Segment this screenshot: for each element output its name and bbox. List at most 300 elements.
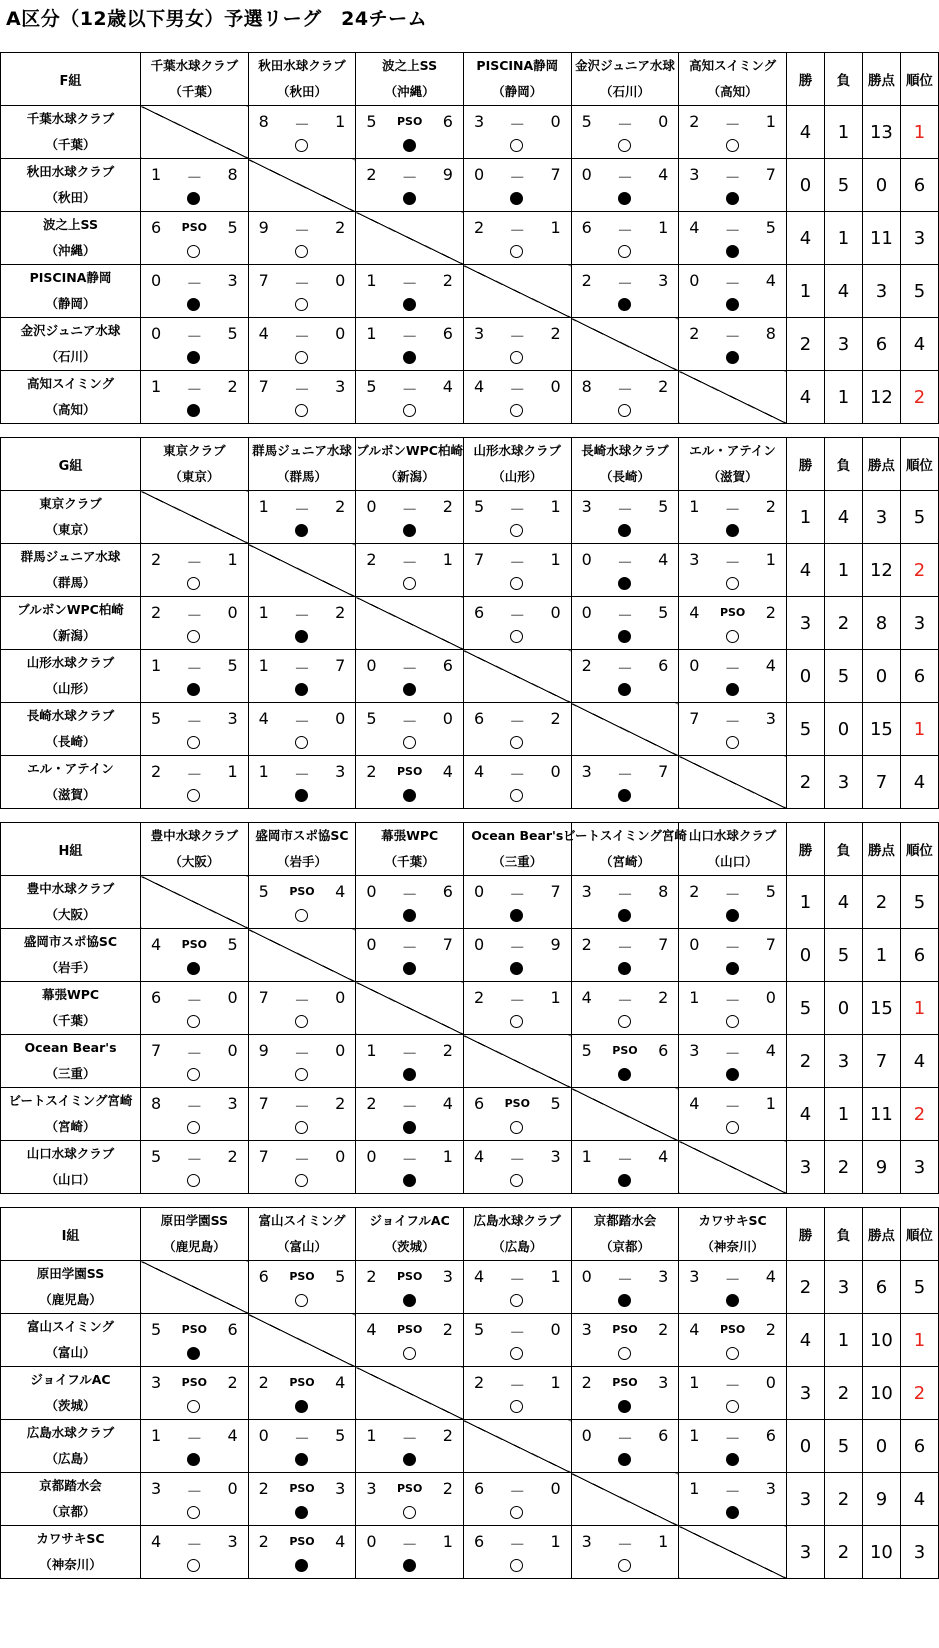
self-match-cell — [141, 106, 249, 159]
loss-mark-icon — [726, 245, 739, 258]
pso-label: PSO — [396, 1323, 423, 1336]
rank-header: 順位 — [900, 53, 938, 106]
score-dash: － — [509, 991, 526, 1010]
score-home: 3 — [366, 1479, 377, 1498]
pso-label: PSO — [396, 1482, 423, 1495]
match-result — [463, 159, 571, 212]
win-count: 5 — [786, 703, 824, 756]
loss-count: 2 — [824, 1141, 862, 1194]
opponent-header — [356, 53, 464, 106]
team-name: カワサキSC — [698, 1213, 767, 1228]
points-value: 12 — [862, 371, 900, 424]
score-home: 4 — [581, 988, 592, 1007]
win-count: 0 — [786, 1420, 824, 1473]
score-home: 7 — [258, 1147, 269, 1166]
score-away: 7 — [335, 656, 346, 675]
score-dash: － — [293, 380, 310, 399]
win-mark-icon — [510, 736, 523, 749]
team-name: Ocean Bear's — [24, 1040, 117, 1055]
self-match-cell — [571, 1473, 679, 1526]
score-dash: － — [724, 1097, 741, 1116]
team-prefecture: （茨城） — [384, 1239, 435, 1254]
score-away: 0 — [550, 377, 561, 396]
match-result — [571, 1420, 679, 1473]
score-away: 5 — [658, 603, 669, 622]
opponent-header — [141, 823, 249, 876]
win-mark-icon — [295, 736, 308, 749]
loss-mark-icon — [726, 351, 739, 364]
loss-mark-icon — [403, 1174, 416, 1187]
score-away: 7 — [658, 935, 669, 954]
win-mark-icon — [187, 1506, 200, 1519]
team-prefecture: （静岡） — [492, 84, 543, 99]
score-home: 6 — [473, 603, 485, 622]
match-result — [141, 1526, 249, 1579]
score-away: 4 — [442, 1094, 453, 1113]
self-match-cell — [463, 1035, 571, 1088]
score-dash: － — [293, 1044, 310, 1063]
points-value: 7 — [862, 1035, 900, 1088]
win-mark-icon — [726, 1015, 739, 1028]
match-result — [571, 1526, 679, 1579]
match-result — [248, 597, 356, 650]
match-result — [463, 1367, 571, 1420]
loss-count: 0 — [824, 703, 862, 756]
score-home: 4 — [473, 762, 485, 781]
rank-value: 2 — [900, 1088, 938, 1141]
score-away: 0 — [335, 988, 346, 1007]
team-prefecture: （京都） — [599, 1239, 650, 1254]
match-result — [463, 1526, 571, 1579]
win-mark-icon — [726, 736, 739, 749]
team-prefecture: （高知） — [45, 402, 96, 417]
score-away: 6 — [442, 324, 453, 343]
score-dash: － — [401, 1429, 418, 1448]
score-home: 1 — [258, 656, 269, 675]
score-home: 0 — [689, 935, 700, 954]
score-home: 6 — [473, 709, 485, 728]
score-home: 4 — [473, 1147, 485, 1166]
score-home: 2 — [258, 1532, 269, 1551]
score-home: 3 — [581, 882, 592, 901]
loss-mark-icon — [403, 909, 416, 922]
team-label — [1, 212, 141, 265]
group-table — [0, 52, 939, 424]
score-home: 4 — [366, 1320, 377, 1339]
score-home: 0 — [581, 1426, 592, 1445]
score-away: 1 — [227, 550, 238, 569]
score-dash: － — [186, 606, 203, 625]
team-name: ジョイフルAC — [30, 1372, 111, 1387]
win-mark-icon — [295, 351, 308, 364]
team-name: ビートスイミング宮崎 — [563, 828, 687, 843]
match-result — [571, 982, 679, 1035]
match-result — [141, 1035, 249, 1088]
win-count: 2 — [786, 1035, 824, 1088]
score-away: 2 — [765, 1320, 776, 1339]
match-result — [248, 212, 356, 265]
score-dash: － — [401, 500, 418, 519]
score-dash: － — [724, 500, 741, 519]
points-value: 3 — [862, 265, 900, 318]
score-home: 0 — [366, 1532, 377, 1551]
rank-value: 5 — [900, 265, 938, 318]
score-dash: － — [616, 274, 633, 293]
match-result — [141, 1420, 249, 1473]
loss-mark-icon — [618, 192, 631, 205]
win-header: 勝 — [786, 53, 824, 106]
match-result — [141, 756, 249, 809]
points-header: 勝点 — [862, 53, 900, 106]
match-result — [463, 1261, 571, 1314]
score-dash: － — [293, 712, 310, 731]
team-name: 山口水球クラブ — [26, 1146, 115, 1161]
page-title: A区分（12歳以下男女）予選リーグ 24チーム — [6, 8, 428, 30]
score-away: 1 — [550, 988, 561, 1007]
match-result — [571, 650, 679, 703]
score-away: 3 — [227, 1532, 238, 1551]
score-home: 7 — [473, 550, 485, 569]
score-away: 2 — [227, 377, 238, 396]
score-home: 7 — [689, 709, 700, 728]
team-name: 富山スイミング — [258, 1213, 346, 1228]
score-home: 5 — [151, 1147, 162, 1166]
match-result — [571, 929, 679, 982]
team-label — [1, 929, 141, 982]
table-row — [1, 318, 939, 371]
score-home: 3 — [473, 112, 485, 131]
match-result — [356, 1141, 464, 1194]
opponent-header — [141, 438, 249, 491]
win-count: 4 — [786, 371, 824, 424]
score-home: 1 — [366, 1426, 377, 1445]
score-dash: － — [724, 553, 741, 572]
score-away: 6 — [658, 1426, 669, 1445]
score-dash: － — [509, 221, 526, 240]
score-home: 3 — [581, 497, 592, 516]
table-row — [1, 491, 939, 544]
table-header-row — [1, 53, 939, 106]
score-dash: － — [293, 115, 310, 134]
match-result — [356, 1420, 464, 1473]
loss-mark-icon — [726, 909, 739, 922]
self-match-cell — [679, 371, 787, 424]
win-count: 3 — [786, 1367, 824, 1420]
score-home: 0 — [581, 165, 592, 184]
score-away: 5 — [335, 1426, 346, 1445]
match-result — [463, 597, 571, 650]
score-away: 5 — [227, 935, 238, 954]
score-home: 2 — [689, 112, 700, 131]
score-away: 3 — [335, 762, 346, 781]
score-away: 3 — [765, 709, 776, 728]
score-dash: － — [724, 168, 741, 187]
team-name: 豊中水球クラブ — [26, 881, 115, 896]
score-away: 0 — [550, 1479, 561, 1498]
win-count: 3 — [786, 597, 824, 650]
rank-header: 順位 — [900, 823, 938, 876]
loss-mark-icon — [403, 139, 416, 152]
score-dash: － — [616, 991, 633, 1010]
win-count: 0 — [786, 929, 824, 982]
score-away: 3 — [335, 377, 346, 396]
team-prefecture: （群馬） — [276, 469, 327, 484]
loss-mark-icon — [295, 524, 308, 537]
score-away: 4 — [658, 550, 669, 569]
team-name: 京都踏水会 — [593, 1213, 657, 1228]
score-home: 2 — [366, 550, 377, 569]
match-result — [248, 1367, 356, 1420]
score-away: 4 — [765, 656, 776, 675]
loss-count: 0 — [824, 982, 862, 1035]
score-away: 0 — [227, 1479, 238, 1498]
win-mark-icon — [618, 1559, 631, 1572]
self-match-cell — [463, 265, 571, 318]
opponent-header — [248, 53, 356, 106]
score-home: 4 — [473, 1267, 485, 1286]
match-result — [356, 1088, 464, 1141]
score-away: 1 — [550, 1267, 561, 1286]
score-home: 3 — [689, 165, 700, 184]
match-result — [248, 1088, 356, 1141]
match-result — [679, 703, 787, 756]
match-result — [463, 318, 571, 371]
score-home: 9 — [258, 1041, 269, 1060]
team-name: 東京クラブ — [163, 443, 226, 458]
match-result — [248, 1141, 356, 1194]
match-result — [356, 1314, 464, 1367]
team-label — [1, 597, 141, 650]
score-home: 7 — [258, 377, 269, 396]
score-away: 1 — [658, 1532, 669, 1551]
table-row — [1, 597, 939, 650]
score-away: 0 — [227, 988, 238, 1007]
score-away: 3 — [550, 1147, 561, 1166]
score-away: 2 — [335, 218, 346, 237]
self-match-cell — [141, 1261, 249, 1314]
loss-count: 2 — [824, 1526, 862, 1579]
rank-value: 3 — [900, 1526, 938, 1579]
score-home: 7 — [258, 988, 269, 1007]
score-home: 5 — [151, 1320, 162, 1339]
match-result — [679, 106, 787, 159]
match-result — [679, 1367, 787, 1420]
score-away: 9 — [442, 165, 453, 184]
score-away: 3 — [658, 1267, 669, 1286]
score-home: 6 — [473, 1532, 485, 1551]
score-home: 3 — [689, 1041, 700, 1060]
win-mark-icon — [510, 1347, 523, 1360]
score-away: 4 — [442, 762, 453, 781]
loss-mark-icon — [403, 524, 416, 537]
score-home: 1 — [689, 988, 700, 1007]
loss-mark-icon — [403, 1559, 416, 1572]
score-home: 2 — [473, 1373, 485, 1392]
match-result — [356, 491, 464, 544]
team-prefecture: （秋田） — [45, 190, 96, 205]
loss-mark-icon — [187, 298, 200, 311]
rank-value: 6 — [900, 1420, 938, 1473]
team-prefecture: （東京） — [45, 522, 96, 537]
match-result — [571, 1314, 679, 1367]
match-result — [463, 212, 571, 265]
score-home: 2 — [581, 935, 592, 954]
loss-mark-icon — [187, 404, 200, 417]
match-result — [679, 159, 787, 212]
score-home: 1 — [689, 1426, 700, 1445]
score-away: 4 — [765, 1267, 776, 1286]
score-away: 0 — [765, 988, 776, 1007]
score-home: 5 — [366, 112, 377, 131]
score-dash: － — [186, 1482, 203, 1501]
score-away: 0 — [550, 603, 561, 622]
team-name: エル・アテイン — [27, 761, 114, 776]
win-count: 5 — [786, 982, 824, 1035]
team-name: 群馬ジュニア水球 — [252, 443, 352, 458]
match-result — [679, 318, 787, 371]
score-home: 0 — [366, 497, 377, 516]
score-away: 2 — [335, 497, 346, 516]
score-dash: － — [616, 659, 633, 678]
score-home: 2 — [689, 324, 700, 343]
team-name: 金沢ジュニア水球 — [20, 323, 121, 338]
win-mark-icon — [618, 139, 631, 152]
table-row — [1, 265, 939, 318]
score-home: 2 — [581, 1373, 592, 1392]
score-dash: － — [616, 1270, 633, 1289]
score-away: 3 — [442, 1267, 453, 1286]
points-value: 0 — [862, 159, 900, 212]
team-name: 原田学園SS — [160, 1213, 229, 1228]
loss-mark-icon — [295, 1506, 308, 1519]
group-name: H組 — [1, 823, 141, 876]
score-dash: － — [186, 274, 203, 293]
win-mark-icon — [510, 789, 523, 802]
match-result — [141, 982, 249, 1035]
score-away: 4 — [765, 1041, 776, 1060]
score-dash: － — [401, 1535, 418, 1554]
self-match-cell — [248, 159, 356, 212]
score-dash: － — [509, 1376, 526, 1395]
score-dash: － — [186, 712, 203, 731]
win-mark-icon — [618, 1347, 631, 1360]
table-header-row — [1, 823, 939, 876]
points-header: 勝点 — [862, 1208, 900, 1261]
loss-header: 負 — [824, 823, 862, 876]
score-home: 3 — [473, 324, 485, 343]
loss-count: 4 — [824, 876, 862, 929]
self-match-cell — [679, 1141, 787, 1194]
score-dash: － — [186, 991, 203, 1010]
score-away: 0 — [335, 324, 346, 343]
loss-mark-icon — [295, 1559, 308, 1572]
score-home: 5 — [366, 709, 377, 728]
score-away: 3 — [658, 271, 669, 290]
team-label — [1, 1526, 141, 1579]
team-prefecture: （滋賀） — [45, 787, 96, 802]
score-dash: － — [509, 115, 526, 134]
score-dash: － — [401, 1044, 418, 1063]
rank-value: 1 — [900, 1314, 938, 1367]
win-mark-icon — [295, 139, 308, 152]
rank-value: 5 — [900, 491, 938, 544]
score-home: 6 — [473, 1094, 485, 1113]
team-prefecture: （神奈川） — [701, 1239, 764, 1254]
team-prefecture: （東京） — [169, 469, 220, 484]
score-away: 1 — [550, 550, 561, 569]
loss-mark-icon — [187, 1453, 200, 1466]
match-result — [679, 650, 787, 703]
score-home: 5 — [473, 497, 485, 516]
loss-mark-icon — [618, 524, 631, 537]
match-result — [463, 106, 571, 159]
score-dash: － — [186, 1097, 203, 1116]
match-result — [141, 265, 249, 318]
loss-mark-icon — [295, 1400, 308, 1413]
score-dash: － — [401, 168, 418, 187]
score-dash: － — [724, 659, 741, 678]
score-dash: － — [616, 606, 633, 625]
team-label — [1, 1420, 141, 1473]
match-result — [679, 1473, 787, 1526]
pso-label: PSO — [504, 1097, 530, 1110]
score-away: 1 — [335, 112, 346, 131]
opponent-header — [463, 823, 571, 876]
loss-mark-icon — [510, 192, 523, 205]
table-row — [1, 756, 939, 809]
team-name: 盛岡市スポ協SC — [255, 828, 349, 843]
points-value: 0 — [862, 650, 900, 703]
win-mark-icon — [510, 1559, 523, 1572]
match-result — [141, 650, 249, 703]
match-result — [463, 876, 571, 929]
team-prefecture: （石川） — [45, 349, 96, 364]
team-name: 山形水球クラブ — [26, 655, 115, 670]
win-count: 0 — [786, 159, 824, 212]
match-result — [571, 597, 679, 650]
points-value: 9 — [862, 1473, 900, 1526]
loss-count: 1 — [824, 1314, 862, 1367]
team-prefecture: （鹿児島） — [163, 1239, 226, 1254]
match-result — [248, 318, 356, 371]
match-result — [356, 544, 464, 597]
score-dash: － — [186, 659, 203, 678]
score-away: 2 — [442, 497, 453, 516]
score-home: 0 — [473, 165, 485, 184]
table-row — [1, 1526, 939, 1579]
team-prefecture: （千葉） — [45, 137, 96, 152]
match-result — [679, 212, 787, 265]
match-result — [463, 982, 571, 1035]
pso-label: PSO — [612, 1376, 638, 1389]
match-result — [356, 1526, 464, 1579]
team-name: 波之上SS — [43, 217, 98, 232]
score-dash: － — [616, 765, 633, 784]
loss-count: 1 — [824, 544, 862, 597]
opponent-header — [248, 823, 356, 876]
score-dash: － — [509, 1482, 526, 1501]
win-count: 3 — [786, 1141, 824, 1194]
loss-mark-icon — [726, 1506, 739, 1519]
win-mark-icon — [510, 1015, 523, 1028]
team-prefecture: （滋賀） — [707, 469, 758, 484]
loss-mark-icon — [187, 192, 200, 205]
loss-mark-icon — [726, 1294, 739, 1307]
rank-value: 1 — [900, 982, 938, 1035]
score-away: 0 — [442, 709, 453, 728]
score-away: 1 — [550, 218, 561, 237]
team-prefecture: （新潟） — [45, 628, 96, 643]
